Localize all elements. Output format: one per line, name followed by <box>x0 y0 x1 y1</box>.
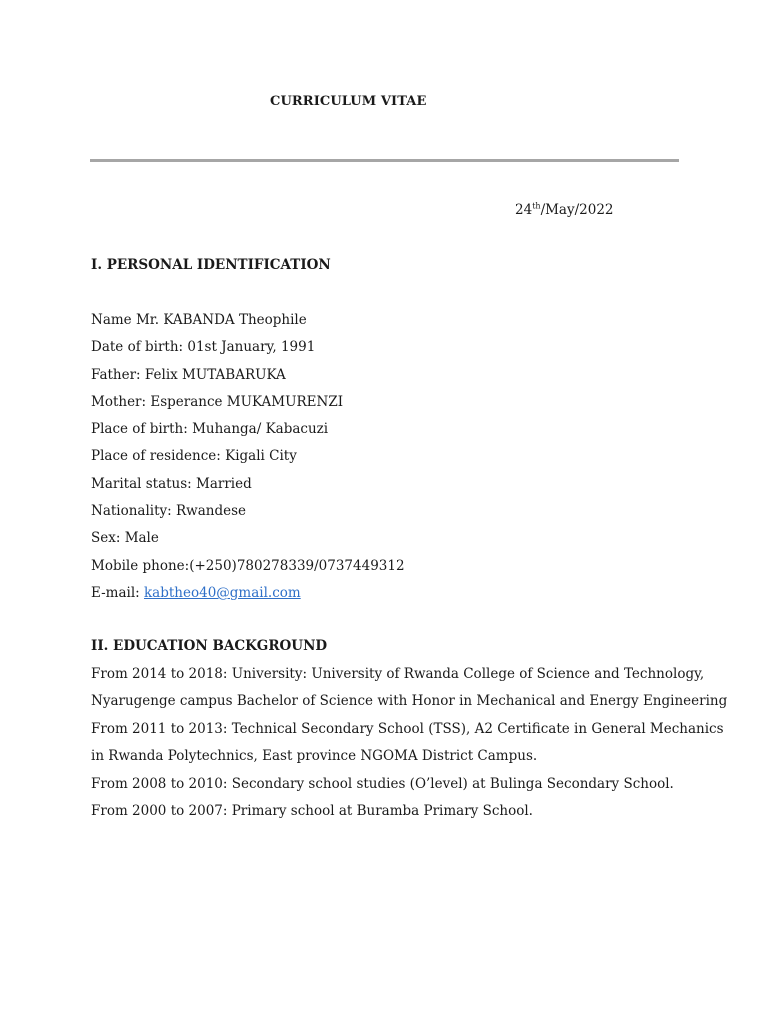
residence-line: Place of residence: Kigali City <box>91 448 297 465</box>
sex-line: Sex: Male <box>91 530 159 547</box>
father-line: Father: Felix MUTABARUKA <box>91 366 286 383</box>
document-title: CURRICULUM VITAE <box>270 94 427 109</box>
education-line: From 2000 to 2007: Primary school at Buramba Primary School. <box>91 802 533 819</box>
email-label: E-mail: <box>91 584 144 601</box>
email-link[interactable]: kabtheo40@gmail.com <box>144 584 301 601</box>
personal-details-list <box>91 311 405 611</box>
education-background-heading: II. EDUCATION BACKGROUND <box>91 638 328 654</box>
education-line: From 2011 to 2013: Technical Secondary School (TSS), A2 Certificate in General Mechanics <box>91 720 724 737</box>
date-suffix: th <box>532 201 541 211</box>
date-rest: /May/2022 <box>540 202 614 218</box>
date-day: 24 <box>515 202 533 218</box>
phone-line: Mobile phone:(+250)780278339/0737449312 <box>91 557 405 574</box>
education-line: in Rwanda Polytechnics, East province NGOMA District Campus. <box>91 748 538 765</box>
education-line: Nyarugenge campus Bachelor of Science with Honor in Mechanical and Energy Engineering <box>91 693 728 710</box>
personal-identification-heading: I. PERSONAL IDENTIFICATION <box>91 257 331 273</box>
horizontal-rule <box>90 159 679 162</box>
place-of-birth-line: Place of birth: Muhanga/ Kabacuzi <box>91 421 329 438</box>
email-line <box>91 584 405 611</box>
document-date <box>515 202 614 218</box>
education-line: From 2008 to 2010: Secondary school studies (O’level) at Bulinga Secondary School. <box>91 775 674 792</box>
nationality-line: Nationality: Rwandese <box>91 503 247 520</box>
dob-line: Date of birth: 01st January, 1991 <box>91 339 316 356</box>
education-line: From 2014 to 2018: University: University of Rwanda College of Science and Technology, <box>91 666 705 682</box>
name-line: Name Mr. KABANDA Theophile <box>91 312 307 328</box>
education-list <box>91 665 728 829</box>
mother-line: Mother: Esperance MUKAMURENZI <box>91 393 344 410</box>
marital-status-line: Marital status: Married <box>91 475 252 492</box>
